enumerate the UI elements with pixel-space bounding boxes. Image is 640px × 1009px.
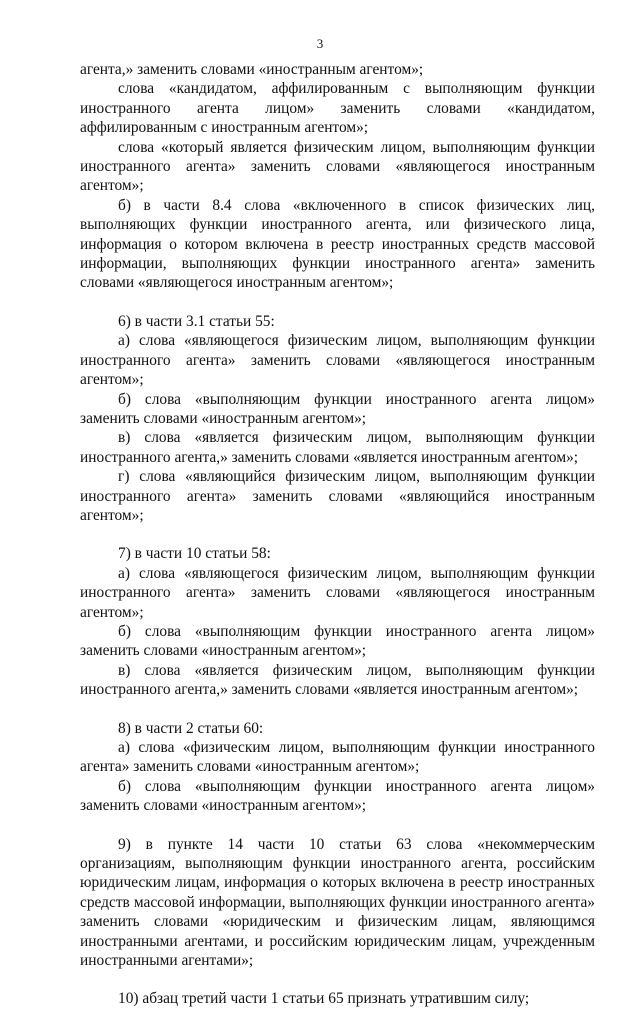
paragraph: а) слова «являющегося физическим лицом, выполняющим функции иностранного агента» заменить словами «являющегося иностранным агентом»; — [80, 332, 595, 389]
paragraph: а) слова «физическим лицом, выполняющим функции иностранного агента» заменить словами «иностранным агентом»; — [80, 739, 595, 776]
paragraph: 9) в пункте 14 части 10 статьи 63 слова «некоммерческим организациям, выполняющим функции иностранного агента, российским юридическим лицам, информация о которых включена в реестр иностранных средств массовой информации, выполняющих функции иностранного агента» заменить словами «юридическим и физическим лицам, являющимся иностранными агентами, и российским юридическим лицам, учрежденным иностранными агентами»; — [80, 835, 595, 970]
paragraph: 7) в части 10 статьи 58: — [118, 545, 271, 563]
document-body — [80, 60, 595, 1009]
paragraph: агента,» заменить словами «иностранным агентом»; — [80, 61, 424, 78]
paragraph: г) слова «являющийся физическим лицом, выполняющим функции иностранного агента» заменить словами «являющийся иностранным агентом»; — [80, 468, 595, 524]
paragraph: в) слова «является физическим лицом, выполняющим функции иностранного агента,» заменить словами «является иностранным агентом»; — [80, 661, 595, 699]
paragraph: слова «кандидатом, аффилированным с выполняющим функции иностранного агента лицом» заменить словами «кандидатом, аффилированным с иностранным агентом»; — [80, 80, 595, 137]
paragraph: 6) в части 3.1 статьи 55: — [118, 312, 275, 330]
paragraph: слова «который является физическим лицом, выполняющим функции иностранного агента» заменить словами «являющегося иностранным агентом»; — [80, 138, 595, 195]
paragraph: б) слова «выполняющим функции иностранного агента лицом» заменить словами «иностранным агентом»; — [80, 390, 595, 427]
paragraph: 10) абзац третий части 1 статьи 65 признать утратившим силу; — [118, 990, 530, 1008]
page-number: 3 — [316, 36, 324, 51]
paragraph: б) слова «выполняющим функции иностранного агента лицом» заменить словами «иностранным агентом»; — [80, 777, 595, 815]
paragraph: а) слова «являющегося физическим лицом, выполняющим функции иностранного агента» заменить словами «являющегося иностранным агентом»; — [80, 564, 595, 621]
paragraph: в) слова «является физическим лицом, выполняющим функции иностранного агента,» заменить словами «является иностранным агентом»; — [80, 429, 595, 466]
paragraph: б) слова «выполняющим функции иностранного агента лицом» заменить словами «иностранным агентом»; — [80, 622, 595, 660]
paragraph: 8) в части 2 статьи 60: — [118, 719, 264, 737]
paragraph: б) в части 8.4 слова «включенного в список физических лиц, выполняющих функции иностранного агента, или физического лица, информация о котором включена в реестр иностранных средств массовой информации, выполняющих функции иностранного агента» заменить словами «являющегося иностранным агентом»; — [80, 196, 595, 292]
